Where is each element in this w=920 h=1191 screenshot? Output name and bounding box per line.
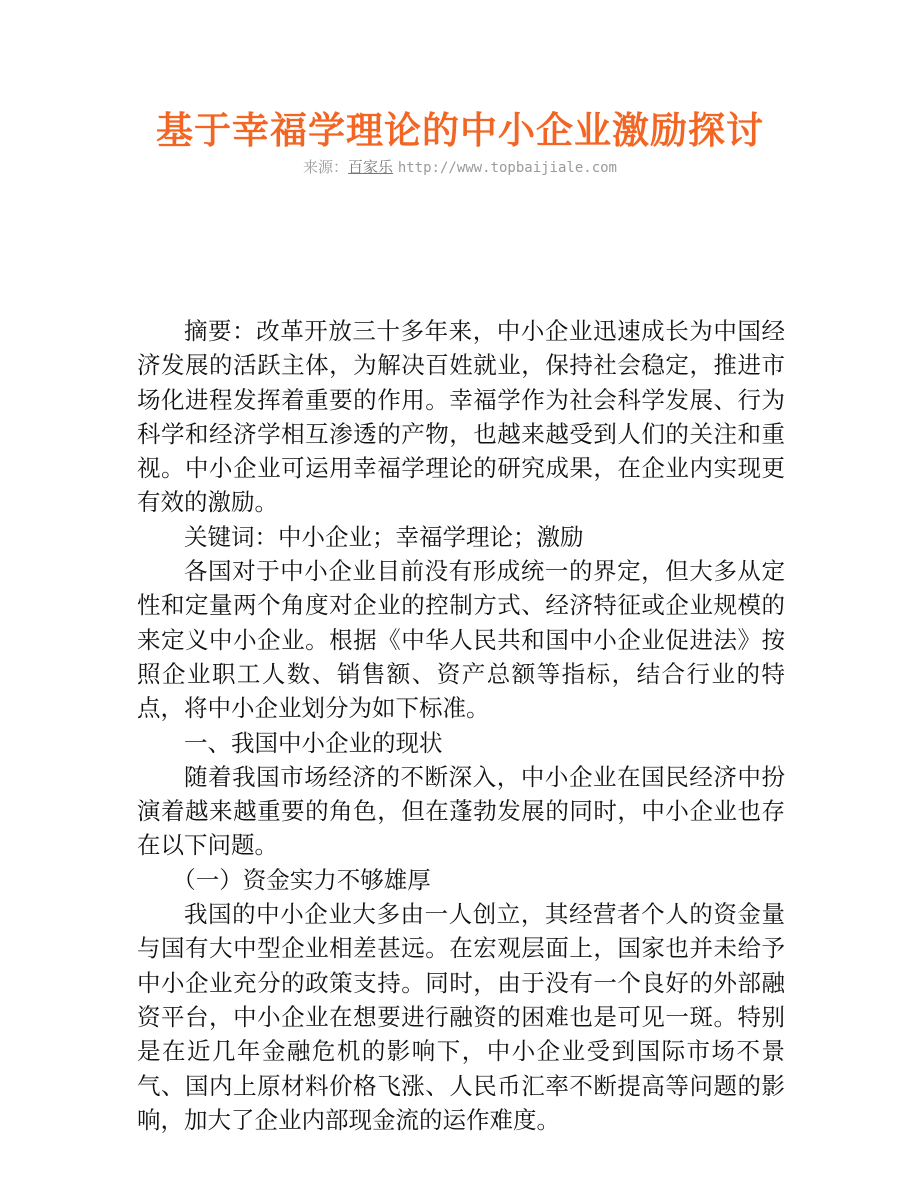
source-line [0,157,920,178]
section-heading: 一、我国中小企业的现状 [184,728,443,757]
subsection-heading: （一）资金实力不够雄厚 [172,865,431,894]
document-title: 基于幸福学理论的中小企业激励探讨 [156,108,764,152]
article-body [137,314,785,1137]
abstract-paragraph: 摘要：改革开放三十多年来，中小企业迅速成长为中国经济发展的活跃主体，为解决百姓就业，保持社会稳定，推进市场化进程发挥着重要的作用。幸福学作为社会科学发展、行为科学和经济学相互渗透的产物，也越来越受到人们的关注和重视。中小企业可运用幸福学理论的研究成果，在企业内实现更有效的激励。 [137,317,785,517]
body-paragraph: 我国的中小企业大多由一人创立，其经营者个人的资金量与国有大中型企业相差甚远。在宏观层面上，国家也并未给予中小企业充分的政策支持。同时，由于没有一个良好的外部融资平台，中小企业在想要进行融资的困难也是可见一斑。特别是在近几年金融危机的影响下，中小企业受到国际市场不景气、国内上原材料价格飞涨、人民币汇率不断提高等问题的影响，加大了企业内部现金流的运作难度。 [137,900,785,1134]
body-paragraph: 各国对于中小企业目前没有形成统一的界定，但大多从定性和定量两个角度对企业的控制方式、经济特征或企业规模的来定义中小企业。根据《中华人民共和国中小企业促进法》按照企业职工人数、销售额、资产总额等指标，结合行业的特点，将中小企业划分为如下标准。 [137,557,785,723]
keywords-paragraph: 关键词：中小企业；幸福学理论；激励 [184,522,584,551]
source-label: 来源： [303,158,349,176]
body-paragraph: 随着我国市场经济的不断深入，中小企业在国民经济中扮演着越来越重要的角色，但在蓬勃发展的同时，中小企业也存在以下问题。 [137,762,785,860]
source-site-link[interactable]: 百家乐 [348,158,394,176]
source-url: http://www.topbaijiale.com [397,160,617,176]
